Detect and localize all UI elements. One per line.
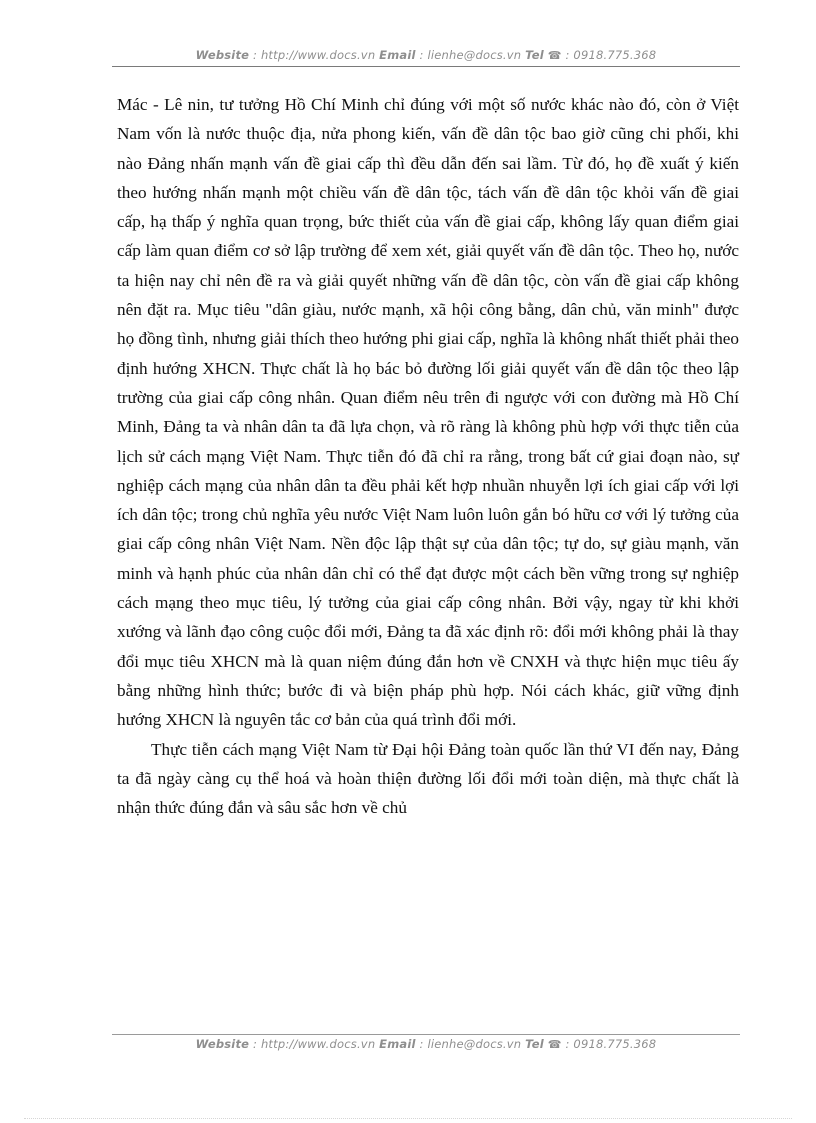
footer-email-label: Email [379,1037,416,1051]
footer-tel-value: 0918.775.368 [573,1037,657,1051]
page-footer [112,1034,740,1055]
header-tel-sep: : [561,48,574,62]
telephone-icon: ☎ [547,1038,562,1051]
footer-tel-sep: : [561,1037,574,1051]
footer-email-sep: : [415,1037,428,1051]
header-website-label: Website [195,48,250,62]
header-email-link[interactable]: lienhe@docs.vn [427,48,522,62]
footer-website-sep: : [249,1037,261,1051]
header-website-link[interactable]: http://www.docs.vn [260,48,376,62]
page-edge-divider [24,1118,792,1119]
footer-website-label: Website [195,1037,250,1051]
document-body [117,90,739,822]
header-tel-label: Tel [525,48,544,62]
header-website-sep: : [249,48,261,62]
telephone-icon: ☎ [547,49,562,62]
paragraph-2: Thực tiễn cách mạng Việt Nam từ Đại hội Đảng toàn quốc lần thứ VI đến nay, Đảng ta đã ngày càng cụ thể hoá và hoàn thiện đường lối đổi mới toàn diện, mà thực chất là nhận thức đúng đắn và sâu sắc hơn về chủ [117,739,739,818]
paragraph-1: Mác - Lê nin, tư tưởng Hồ Chí Minh chỉ đúng với một số nước khác nào đó, còn ở Việt Nam vốn là nước thuộc địa, nửa phong kiến, vấn đề dân tộc bao giờ cũng chi phối, khi nào Đảng nhấn mạnh vấn đề giai cấp thì đều dẫn đến sai lầm. Từ đó, họ đề xuất ý kiến theo hướng nhấn mạnh một chiều vấn đề dân tộc, tách vấn đề dân tộc khỏi vấn đề giai cấp, hạ thấp ý nghĩa quan trọng, bức thiết của vấn đề giai cấp, không lấy quan điểm giai cấp làm quan điểm cơ sở lập trường để xem xét, giải quyết vấn đề dân tộc. Theo họ, nước ta hiện nay chỉ nên đề ra và giải quyết những vấn đề dân tộc, còn vấn đề giai cấp không nên đặt ra. Mục tiêu "dân giàu, nước mạnh, xã hội công bằng, dân chủ, văn minh" được họ đồng tình, nhưng giải thích theo hướng phi giai cấp, nghĩa là không nhất thiết phải theo định hướng XHCN. Thực chất là họ bác bỏ đường lối giải quyết vấn đề dân tộc theo lập trường của giai cấp công nhân. Quan điểm nêu trên đi ngược với con đường mà Hồ Chí Minh, Đảng ta và nhân dân ta đã lựa chọn, và rõ ràng là không phù hợp với thực tiễn của lịch sử cách mạng Việt Nam. Thực tiễn đó đã chỉ ra rằng, trong bất cứ giai đoạn nào, sự nghiệp cách mạng của nhân dân ta đều phải kết hợp nhuần nhuyễn lợi ích giai cấp với lợi ích dân tộc; trong chủ nghĩa yêu nước Việt Nam luôn luôn gắn bó hữu cơ với lý tưởng của giai cấp công nhân Việt Nam. Nền độc lập thật sự của dân tộc; tự do, sự giàu mạnh, văn minh và hạnh phúc của nhân dân chỉ có thể đạt được một cách bền vững trong sự nghiệp cách mạng theo mục tiêu, lý tưởng của giai cấp công nhân. Bởi vậy, ngay từ khi khởi xướng và lãnh đạo công cuộc đổi mới, Đảng ta đã xác định rõ: đổi mới không phải là thay đổi mục tiêu XHCN mà là quan niệm đúng đắn hơn về CNXH và thực hiện mục tiêu ấy bằng những hình thức; bước đi và biện pháp phù hợp. Nói cách khác, giữ vững định hướng XHCN là nguyên tắc cơ bản của quá trình đổi mới. [117,95,740,730]
header-email-sep: : [415,48,428,62]
header-email-label: Email [379,48,416,62]
header-tel-value: 0918.775.368 [573,48,657,62]
footer-tel-label: Tel [525,1037,544,1051]
footer-website-link[interactable]: http://www.docs.vn [260,1037,376,1051]
footer-email-link[interactable]: lienhe@docs.vn [427,1037,522,1051]
page-header [112,48,740,67]
